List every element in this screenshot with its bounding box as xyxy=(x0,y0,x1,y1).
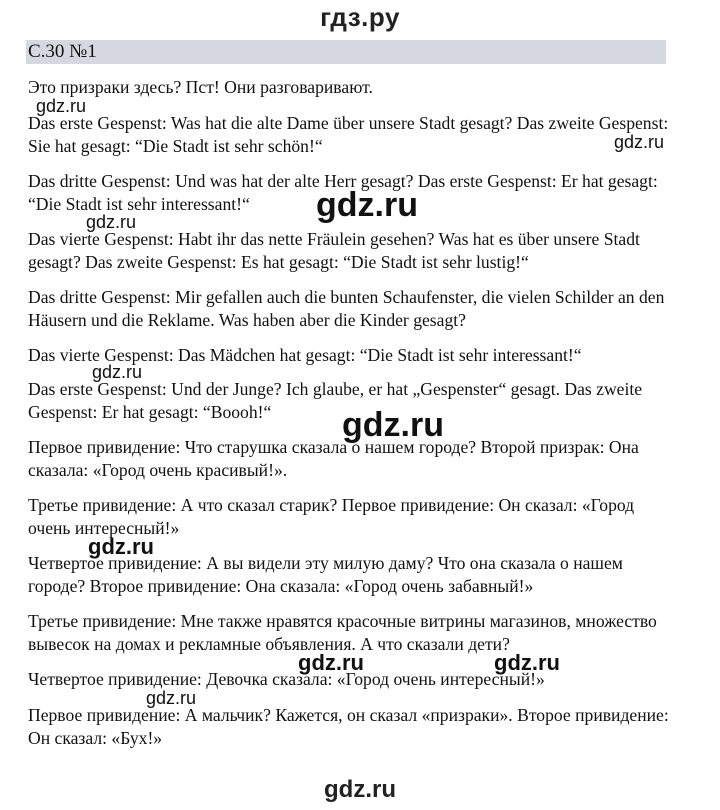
paragraph-de-6: Das erste Gespenst: Und der Junge? Ich glaube, er hat „Gespenster“ gesagt. Das zweite Gespenst: Er hat gesagt: “Boooh!“ xyxy=(28,379,643,422)
paragraph-ru-5: Четвертое привидение: Девочка сказала: «Город очень интересный!» xyxy=(28,669,545,689)
watermark: gdz.ru xyxy=(146,688,197,708)
paragraph-ru-6: Первое привидение: А мальчик? Кажется, он сказал «призраки». Второе привидение: Он сказал: «Бух!» xyxy=(28,705,669,748)
watermark: gdz.ru xyxy=(92,362,143,382)
watermark: gdz.ru xyxy=(298,650,364,675)
watermark: gdz.ru xyxy=(342,406,444,444)
paragraph-de-5: Das vierte Gespenst: Das Mädchen hat gesagt: “Die Stadt ist sehr interessant!“ xyxy=(28,345,582,365)
watermark: gdz.ru xyxy=(316,186,418,224)
paragraph-de-1: Das erste Gespenst: Was hat die alte Dame über unsere Stadt gesagt? Das zweite Gespenst: Sie hat gesagt: “Die Stadt ist sehr schön!“ xyxy=(28,113,669,156)
footer-watermark: gdz.ru xyxy=(324,776,396,803)
watermark: gdz.ru xyxy=(494,650,560,675)
paragraph-de-2: Das dritte Gespenst: Und was hat der alte Herr gesagt? Das erste Gespenst: Er hat gesagt: “Die Stadt ist sehr interessant!“ xyxy=(28,171,658,214)
paragraph-ru-4: Третье привидение: Мне также нравятся красочные витрины магазинов, множество вывесок на домах и рекламные объявления. А что сказали дети? xyxy=(28,611,657,654)
paragraph-de-3: Das vierte Gespenst: Habt ihr das nette Fräulein gesehen? Was hat es über unsere Stadt gesagt? Das zweite Gespenst: Es hat gesagt: “Die Stadt ist sehr lustig!“ xyxy=(28,229,640,272)
paragraph-ru-1: Первое привидение: Что старушка сказала о нашем городе? Второй призрак: Она сказала: «Город очень красивый!». xyxy=(28,437,639,480)
watermark: gdz.ru xyxy=(88,534,154,559)
paragraph-ru-3: Четвертое привидение: А вы видели эту милую даму? Что она сказала о нашем городе? Второе привидение: Она сказала: «Город очень забавный!» xyxy=(28,553,623,596)
section-header xyxy=(26,40,666,64)
paragraph-de-4: Das dritte Gespenst: Mir gefallen auch die bunten Schaufenster, die vielen Schilder an den Häusern und die Reklame. Was haben aber die Kinder gesagt? xyxy=(28,287,665,330)
watermark: gdz.ru xyxy=(36,96,87,116)
watermark: gdz.ru xyxy=(614,132,665,152)
paragraph-intro: Это призраки здесь? Пст! Они разговаривают. xyxy=(28,77,373,97)
site-title: гдз.ру xyxy=(320,2,400,32)
watermark: gdz.ru xyxy=(86,212,137,232)
paragraph-ru-2: Третье привидение: А что сказал старик? Первое привидение: Он сказал: «Город очень интересный!» xyxy=(28,495,635,538)
section-label: С.30 №1 xyxy=(28,41,97,62)
